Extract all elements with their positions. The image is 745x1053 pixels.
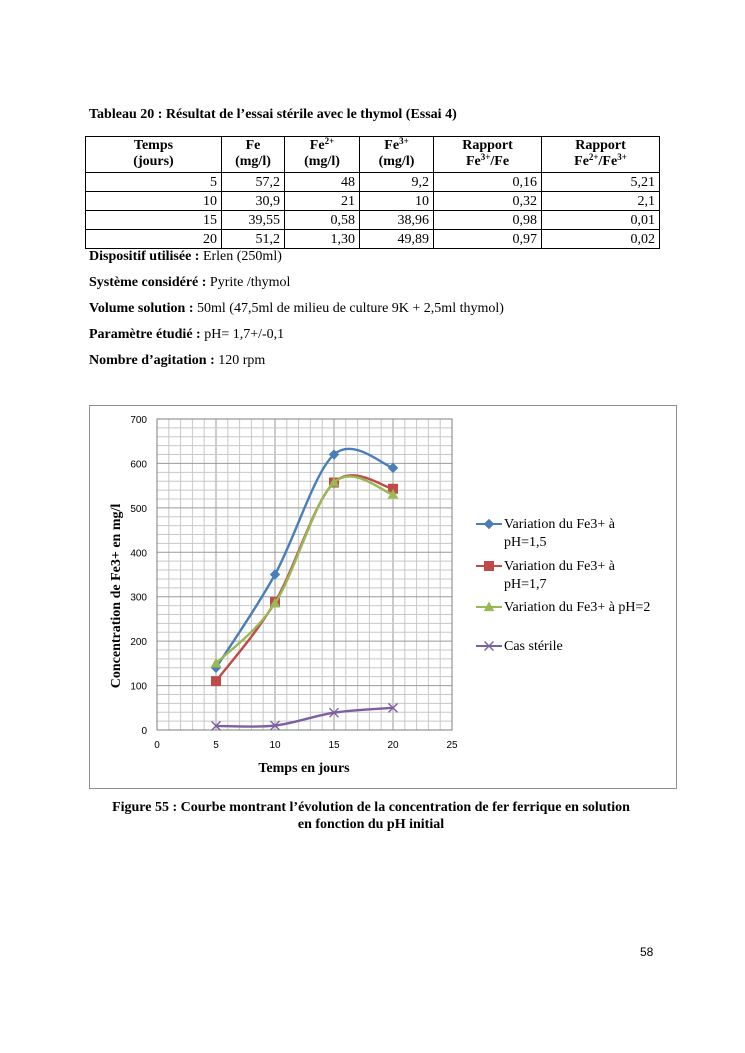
cell-fe: 57,2 xyxy=(222,173,285,192)
data-point xyxy=(389,463,398,472)
legend-entry-1 xyxy=(476,517,616,550)
cell-fe3: 38,96 xyxy=(360,211,434,230)
y-tick-label: 0 xyxy=(141,726,147,737)
y-tick-label: 200 xyxy=(130,637,147,649)
figure-caption xyxy=(89,799,653,833)
cell-fe2: 21 xyxy=(285,192,360,211)
table-row xyxy=(86,211,660,230)
header-rapport-fe2-fe3: Rapport $Fe^{2+}/Fe^{3+}$ xyxy=(542,137,660,173)
info-agitation: Nombre d’agitation : 120 rpm xyxy=(89,353,266,368)
cell-fe3: 10 xyxy=(360,192,434,211)
cell-rapport-fe3-fe: 0,32 xyxy=(434,192,542,211)
legend-marker xyxy=(485,562,494,571)
y-tick-label: 500 xyxy=(130,503,147,515)
info-systeme: Système considéré : Pyrite /thymol xyxy=(89,275,291,290)
chart-svg xyxy=(90,406,678,790)
x-tick-label: 25 xyxy=(446,740,458,751)
cell-fe2: 1,30 xyxy=(285,230,360,249)
legend xyxy=(476,517,650,654)
y-axis-title: Concentration de Fe3+ en mg/l xyxy=(109,503,124,689)
y-tick-label: 100 xyxy=(130,681,147,693)
page-number: 58 xyxy=(640,945,654,959)
legend-label: Cas stérile xyxy=(504,639,563,654)
legend-entry-3 xyxy=(476,600,650,615)
cell-rapport-fe2-fe3: 0,01 xyxy=(542,211,660,230)
axis-ticks xyxy=(130,415,458,751)
figure-caption-line1: Figure 55 : Courbe montrant l’évolution de la concentration de fer ferrique en solution xyxy=(112,800,630,815)
header-rapport-fe3-fe: Rapport $Fe^{3+}/Fe$ xyxy=(434,137,542,173)
chart-frame xyxy=(89,405,677,789)
cell-rapport-fe2-fe3: 5,21 xyxy=(542,173,660,192)
cell-fe: 51,2 xyxy=(222,230,285,249)
legend-label: pH=1,7 xyxy=(504,577,547,592)
x-axis-title: Temps en jours xyxy=(258,761,350,776)
table-row xyxy=(86,173,660,192)
info-volume: Volume solution : 50ml (47,5ml de milieu de culture 9K + 2,5ml thymol) xyxy=(89,301,504,316)
chart-grid xyxy=(157,419,452,730)
table-caption: Tableau 20 : Résultat de l’essai stérile avec le thymol (Essai 4) xyxy=(89,107,457,122)
legend-label: pH=1,5 xyxy=(504,535,547,550)
legend-label: Variation du Fe3+ à xyxy=(504,517,615,532)
y-tick-label: 700 xyxy=(130,415,147,426)
x-tick-label: 20 xyxy=(387,740,399,751)
legend-marker xyxy=(485,520,494,529)
cell-rapport-fe3-fe: 0,16 xyxy=(434,173,542,192)
header-fe: Fe (mg/l) xyxy=(222,137,285,173)
x-tick-label: 0 xyxy=(154,740,160,751)
header-temps: Temps (jours) xyxy=(86,137,222,173)
table-row xyxy=(86,192,660,211)
cell-temps: 20 xyxy=(86,230,222,249)
cell-fe3: 9,2 xyxy=(360,173,434,192)
y-tick-label: 400 xyxy=(130,548,147,560)
x-tick-label: 5 xyxy=(213,740,219,751)
cell-temps: 15 xyxy=(86,211,222,230)
data-point xyxy=(212,677,221,686)
figure-caption-line2: en fonction du pH initial xyxy=(297,817,445,832)
table-header-row xyxy=(86,137,660,173)
cell-fe3: 49,89 xyxy=(360,230,434,249)
table-row xyxy=(86,230,660,249)
legend-label: Variation du Fe3+ à xyxy=(504,559,615,574)
header-fe3: $Fe^{3+}$ (mg/l) xyxy=(360,137,434,173)
cell-rapport-fe2-fe3: 2,1 xyxy=(542,192,660,211)
y-tick-label: 600 xyxy=(130,459,147,471)
cell-fe2: 0,58 xyxy=(285,211,360,230)
x-tick-label: 15 xyxy=(328,740,340,751)
data-point xyxy=(271,570,280,579)
results-table xyxy=(85,136,660,249)
cell-fe: 30,9 xyxy=(222,192,285,211)
plot-area xyxy=(157,419,452,730)
info-parametre: Paramètre étudié : pH= 1,7+/-0,1 xyxy=(89,327,285,342)
legend-entry-2 xyxy=(476,559,616,592)
info-dispositif: Dispositif utilisée : Erlen (250ml) xyxy=(89,249,282,264)
legend-label: Variation du Fe3+ à pH=2 xyxy=(504,600,651,615)
series-line xyxy=(216,708,393,727)
cell-temps: 10 xyxy=(86,192,222,211)
cell-temps: 5 xyxy=(86,173,222,192)
cell-rapport-fe3-fe: 0,98 xyxy=(434,211,542,230)
y-tick-label: 300 xyxy=(130,592,147,604)
cell-rapport-fe3-fe: 0,97 xyxy=(434,230,542,249)
legend-entry-4 xyxy=(476,639,563,654)
x-tick-label: 10 xyxy=(269,740,281,751)
cell-fe: 39,55 xyxy=(222,211,285,230)
cell-fe2: 48 xyxy=(285,173,360,192)
cell-rapport-fe2-fe3: 0,02 xyxy=(542,230,660,249)
header-fe2: $Fe^{2+}$ (mg/l) xyxy=(285,137,360,173)
